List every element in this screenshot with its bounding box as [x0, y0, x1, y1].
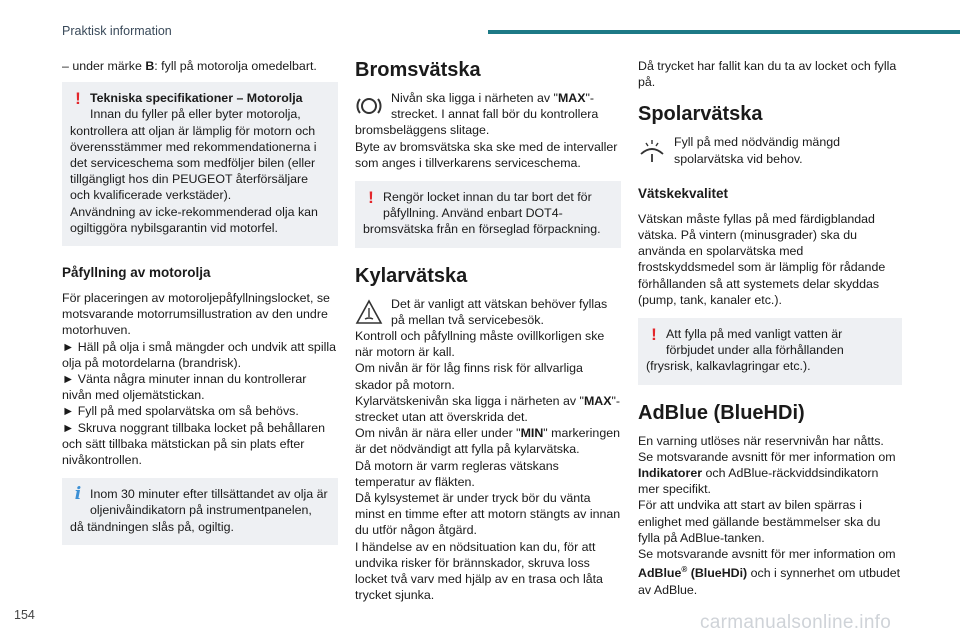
oil-step-2: ► Vänta några minuter innan du kontrollerar nivån med oljemätstickan. — [62, 372, 307, 403]
oil-step-4: ► Skruva noggrant tillbaka locket på behållaren och sätt tillbaka mätstickan på sin plats efter nivåkontrollen. — [62, 420, 325, 468]
water-warning-box — [638, 318, 902, 385]
adblue-heading: AdBlue (BlueHDi) — [638, 401, 805, 424]
column-1 — [62, 58, 338, 557]
column-3 — [638, 58, 902, 598]
oil-marker-b-line: – under märke B: fyll på motorolja omedelbart. — [62, 59, 317, 73]
header-accent-bar — [488, 30, 960, 34]
oil-topup-heading: Påfyllning av motorolja — [62, 265, 211, 281]
brake-fluid-icon — [355, 92, 383, 120]
adblue-text: En varning utlöses när reservnivån har nåtts. Se motsvarande avsnitt för mer information om Indikatorer och AdBlue-räckviddsindikatorn mer specifikt. För att undvika att start av bilen spärras i enlighet med gällande bestämmelser ska du fylla på AdBlue-tanken. Se motsvarande avsnitt för mer information om AdBlue® (BlueHDi) och i synnerhet om utbudet av AdBlue. — [638, 433, 901, 597]
coolant-text-1: Det är vanligt att vätskan behöver fyllas på mellan två servicebesök. — [391, 296, 608, 327]
washer-fluid-icon — [638, 136, 666, 164]
coolant-text-2: Kontroll och påfyllning måste ovillkorligen ske när motorn är kall. Om nivån är för låg finns risk för allvarliga skador på motorn. Kylarvätskenivån ska ligga i närheten av "MAX"-strecket utan att överskrida det. Om nivån är nära eller under "MIN" markeringen är det nödvändigt att fylla på kylarvätska. Då motorn är varm regleras vätskans temperatur av fläkten. Då kylsystemet är under tryck bör du vänta minst en timme efter att motorn stängts av innan du utför någon åtgärd. I händelse av en nödsituation kan du, för att undvika risker för brännskador, skruva loss locket två varv med hjälp av en trasa och låta trycket sjunka. — [355, 329, 621, 603]
washer-fluid-heading: Spolarvätska — [638, 103, 763, 126]
exclamation-icon: ! — [651, 325, 657, 345]
fluid-quality-text: Vätskan måste fyllas på med färdigblandad vätska. På vintern (minusgrader) ska du använda en spolarvätska med frostskyddsmedel som är lämplig för rådande förhållanden så att systemets delar skyddas (pump, tank, kanaler etc.). — [638, 211, 886, 307]
page-number: 154 — [14, 608, 35, 622]
exclamation-icon: ! — [368, 188, 374, 208]
brake-fluid-text: Nivån ska ligga i närheten av "MAX"-strecket. I annat fall bör du kontrollera bromsbeläggens slitage. Byte av bromsvätska ska ske med de intervaller som anges i tillverkarens serviceschema. — [355, 91, 618, 170]
oil-info-box — [62, 478, 338, 545]
brake-fluid-heading: Bromsvätska — [355, 59, 481, 81]
brake-warning-box — [355, 181, 621, 248]
coolant-heading: Kylarvätska — [355, 264, 468, 287]
oil-spec-warning-text: Tekniska specifikationer – Motorolja Innan du fyller på eller byter motorolja, kontrollera att oljan är lämplig för motorn och överensstämmer med rekommendationerna i det serviceschema som medföljer bilen (eller tillgängligt hos din PEUGEOT återförsäljare och kvalificerade verkstäder). Användning av icke-rekommenderad olja kan ogiltiggöra nybilsgarantin vid motorfel. — [70, 91, 318, 235]
oil-spec-warning-box — [62, 82, 338, 246]
coolant-continued-text: Då trycket har fallit kan du ta av locket och fylla på. — [638, 59, 897, 90]
watermark: carmanualsonline.info — [700, 612, 892, 633]
brake-warning-text: Rengör locket innan du tar bort det för påfyllning. Använd enbart DOT4-bromsvätska från en förseglad förpackning. — [363, 190, 601, 237]
washer-fluid-text: Fyll på med nödvändig mängd spolarvätska vid behov. — [674, 135, 840, 166]
water-warning-text: Att fylla på med vanligt vatten är förbjudet under alla förhållanden (frysrisk, kalkavlagringar etc.). — [646, 327, 844, 374]
oil-step-1: ► Häll på olja i små mängder och undvik att spilla olja på motordelarna (brandrisk). — [62, 339, 336, 370]
oil-step-3: ► Fyll på med spolarvätska om så behövs. — [62, 404, 299, 419]
running-header: Praktisk information — [62, 24, 172, 38]
info-icon: i — [74, 484, 82, 505]
coolant-warning-icon — [355, 298, 383, 326]
fluid-quality-heading: Vätskekvalitet — [638, 185, 729, 201]
oil-cap-location-text: För placeringen av motoroljepåfyllningslocket, se motsvarande motorrumsillustration av den undre motorhuven. — [62, 291, 330, 338]
column-2 — [355, 58, 621, 603]
oil-info-text: Inom 30 minuter efter tillsättandet av olja är oljenivåindikatorn på instrumentpanelen, då tändningen slås på, ogiltig. — [70, 487, 328, 534]
exclamation-icon: ! — [75, 89, 81, 109]
